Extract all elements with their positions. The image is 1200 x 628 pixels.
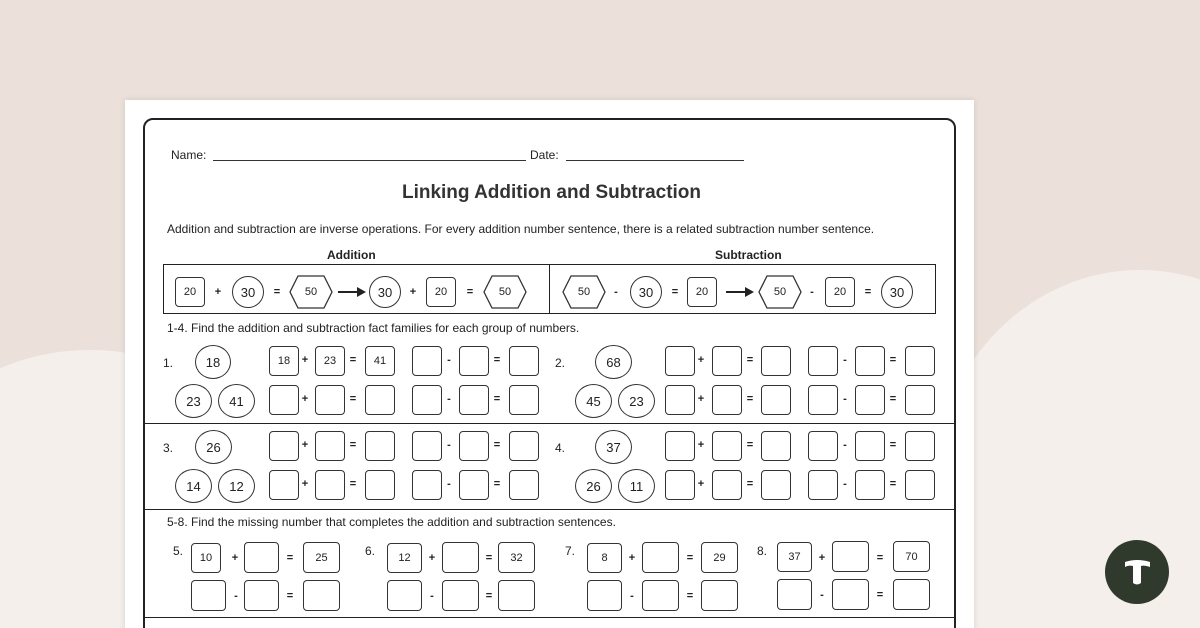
q2-top-circle: 68 bbox=[595, 345, 632, 379]
answer-box[interactable] bbox=[459, 470, 489, 500]
hexagon-value: 50 bbox=[498, 286, 512, 298]
subtraction-heading: Subtraction bbox=[715, 248, 782, 262]
answer-box[interactable] bbox=[642, 542, 679, 573]
minus-sign: - bbox=[614, 286, 618, 298]
q3-top-circle: 26 bbox=[195, 430, 232, 464]
plus-sign: + bbox=[628, 552, 636, 564]
answer-box[interactable] bbox=[412, 431, 442, 461]
answer-box[interactable] bbox=[269, 470, 299, 500]
equals-sign: = bbox=[485, 590, 493, 602]
q8-result: 70 bbox=[893, 541, 930, 572]
answer-box[interactable] bbox=[387, 580, 422, 611]
minus-sign: - bbox=[447, 478, 451, 490]
equals-sign: = bbox=[349, 478, 357, 490]
answer-box[interactable] bbox=[808, 431, 838, 461]
example-sum-hexagon bbox=[289, 275, 333, 309]
answer-box[interactable] bbox=[365, 385, 395, 415]
answer-box[interactable] bbox=[808, 346, 838, 376]
answer-box[interactable] bbox=[761, 470, 791, 500]
q8-given-number: 37 bbox=[777, 542, 812, 572]
example-part-circle: 30 bbox=[630, 276, 662, 308]
answer-box[interactable] bbox=[701, 580, 738, 611]
example-sum-hexagon-2 bbox=[483, 275, 527, 309]
answer-box[interactable] bbox=[712, 431, 742, 461]
q6-number: 6. bbox=[365, 544, 376, 558]
plus-sign: + bbox=[818, 552, 826, 564]
answer-box[interactable] bbox=[442, 542, 479, 573]
name-label: Name: bbox=[171, 148, 207, 162]
example-part-circle-2: 30 bbox=[881, 276, 913, 308]
answer-box[interactable] bbox=[498, 580, 535, 611]
q1-number: 1. bbox=[163, 356, 174, 370]
row-divider bbox=[145, 509, 954, 510]
answer-box[interactable] bbox=[269, 431, 299, 461]
minus-sign: - bbox=[430, 590, 434, 602]
answer-box[interactable] bbox=[509, 470, 539, 500]
logo-t-icon bbox=[1117, 552, 1157, 592]
q4-right-circle: 11 bbox=[618, 469, 655, 503]
plus-sign: + bbox=[428, 552, 436, 564]
arrow-icon bbox=[337, 286, 367, 298]
q7-result: 29 bbox=[701, 542, 738, 573]
answer-box[interactable] bbox=[642, 580, 679, 611]
example-whole-hexagon-2 bbox=[758, 275, 802, 309]
equals-sign: = bbox=[273, 286, 281, 298]
q6-result: 32 bbox=[498, 542, 535, 573]
plus-sign: + bbox=[697, 478, 705, 490]
example-addend-circle-2: 30 bbox=[369, 276, 401, 308]
plus-sign: + bbox=[214, 286, 222, 298]
example-part-box-2: 20 bbox=[825, 277, 855, 307]
answer-box[interactable] bbox=[855, 346, 885, 376]
addition-heading: Addition bbox=[327, 248, 376, 262]
answer-box[interactable] bbox=[665, 385, 695, 415]
equals-sign: = bbox=[349, 354, 357, 366]
q3-left-circle: 14 bbox=[175, 469, 212, 503]
plus-sign: + bbox=[301, 393, 309, 405]
plus-sign: + bbox=[301, 478, 309, 490]
q3-number: 3. bbox=[163, 441, 174, 455]
q7-number: 7. bbox=[565, 544, 576, 558]
intro-text: Addition and subtraction are inverse operations. For every addition number sentence, there is a related subtraction number sentence. bbox=[167, 222, 875, 236]
answer-box[interactable] bbox=[712, 470, 742, 500]
hexagon-value: 50 bbox=[773, 286, 787, 298]
equals-sign: = bbox=[746, 478, 754, 490]
q4-number: 4. bbox=[555, 441, 566, 455]
example-addend-circle: 30 bbox=[232, 276, 264, 308]
answer-box[interactable] bbox=[905, 431, 935, 461]
q1-top-circle: 18 bbox=[195, 345, 231, 379]
answer-box[interactable] bbox=[712, 385, 742, 415]
hexagon-value: 50 bbox=[304, 286, 318, 298]
answer-box[interactable] bbox=[365, 470, 395, 500]
q1-answer-a: 18 bbox=[269, 346, 299, 376]
example-part-box: 20 bbox=[687, 277, 717, 307]
answer-box[interactable] bbox=[855, 470, 885, 500]
q5-given-number: 10 bbox=[191, 543, 221, 573]
example-addend-box-2: 20 bbox=[426, 277, 456, 307]
equals-sign: = bbox=[485, 552, 493, 564]
answer-box[interactable] bbox=[665, 470, 695, 500]
answer-box[interactable] bbox=[855, 385, 885, 415]
equals-sign: = bbox=[746, 393, 754, 405]
equals-sign: = bbox=[493, 393, 501, 405]
answer-box[interactable] bbox=[365, 431, 395, 461]
equals-sign: = bbox=[286, 590, 294, 602]
q5-result: 25 bbox=[303, 542, 340, 573]
worksheet-title: Linking Addition and Subtraction bbox=[401, 182, 702, 203]
worksheet-page bbox=[125, 100, 974, 628]
equals-sign: = bbox=[876, 589, 884, 601]
answer-box[interactable] bbox=[244, 542, 279, 573]
answer-box[interactable] bbox=[905, 385, 935, 415]
plus-sign: + bbox=[231, 552, 239, 564]
q3-right-circle: 12 bbox=[218, 469, 255, 503]
equals-sign: = bbox=[746, 354, 754, 366]
answer-box[interactable] bbox=[761, 346, 791, 376]
q6-given-number: 12 bbox=[387, 543, 422, 573]
answer-box[interactable] bbox=[665, 431, 695, 461]
row-divider bbox=[145, 423, 954, 424]
answer-box[interactable] bbox=[269, 385, 299, 415]
equals-sign: = bbox=[876, 552, 884, 564]
example-divider bbox=[549, 264, 550, 314]
example-addend-box: 20 bbox=[175, 277, 205, 307]
q1-right-circle: 41 bbox=[218, 384, 255, 418]
answer-box[interactable] bbox=[315, 470, 345, 500]
equals-sign: = bbox=[466, 286, 474, 298]
hexagon-value: 50 bbox=[577, 286, 591, 298]
answer-box[interactable] bbox=[761, 431, 791, 461]
q2-number: 2. bbox=[555, 356, 566, 370]
row-divider bbox=[145, 617, 954, 618]
minus-sign: - bbox=[843, 354, 847, 366]
date-line bbox=[566, 160, 744, 161]
answer-box[interactable] bbox=[315, 385, 345, 415]
answer-box[interactable] bbox=[303, 580, 340, 611]
answer-box[interactable] bbox=[855, 431, 885, 461]
section2-instruction: 5-8. Find the missing number that completes the addition and subtraction sentences. bbox=[167, 515, 616, 529]
brand-logo[interactable] bbox=[1105, 540, 1169, 604]
minus-sign: - bbox=[234, 590, 238, 602]
equals-sign: = bbox=[889, 439, 897, 451]
answer-box[interactable] bbox=[442, 580, 479, 611]
name-line bbox=[213, 160, 526, 161]
answer-box[interactable] bbox=[509, 431, 539, 461]
equals-sign: = bbox=[686, 552, 694, 564]
plus-sign: + bbox=[301, 439, 309, 451]
minus-sign: - bbox=[810, 286, 814, 298]
answer-box[interactable] bbox=[315, 431, 345, 461]
q4-top-circle: 37 bbox=[595, 430, 632, 464]
arrow-icon bbox=[725, 286, 755, 298]
q1-left-circle: 23 bbox=[175, 384, 212, 418]
minus-sign: - bbox=[447, 354, 451, 366]
answer-box[interactable] bbox=[893, 579, 930, 610]
minus-sign: - bbox=[630, 590, 634, 602]
q2-right-circle: 23 bbox=[618, 384, 655, 418]
answer-box[interactable] bbox=[191, 580, 226, 611]
minus-sign: - bbox=[843, 478, 847, 490]
answer-box[interactable] bbox=[587, 580, 622, 611]
plus-sign: + bbox=[301, 354, 309, 366]
minus-sign: - bbox=[447, 393, 451, 405]
answer-box[interactable] bbox=[808, 385, 838, 415]
minus-sign: - bbox=[843, 393, 847, 405]
q7-given-number: 8 bbox=[587, 543, 622, 573]
plus-sign: + bbox=[697, 439, 705, 451]
answer-box[interactable] bbox=[832, 541, 869, 572]
answer-box[interactable] bbox=[509, 385, 539, 415]
q5-number: 5. bbox=[173, 544, 184, 558]
answer-box[interactable] bbox=[459, 346, 489, 376]
section1-instruction: 1-4. Find the addition and subtraction fact families for each group of numbers. bbox=[167, 321, 580, 335]
q8-number: 8. bbox=[757, 544, 768, 558]
equals-sign: = bbox=[286, 552, 294, 564]
q4-left-circle: 26 bbox=[575, 469, 612, 503]
answer-box[interactable] bbox=[412, 385, 442, 415]
answer-box[interactable] bbox=[712, 346, 742, 376]
equals-sign: = bbox=[686, 590, 694, 602]
equals-sign: = bbox=[349, 439, 357, 451]
equals-sign: = bbox=[349, 393, 357, 405]
equals-sign: = bbox=[671, 286, 679, 298]
date-label: Date: bbox=[530, 148, 559, 162]
answer-box[interactable] bbox=[905, 470, 935, 500]
answer-box[interactable] bbox=[412, 470, 442, 500]
minus-sign: - bbox=[447, 439, 451, 451]
worksheet-frame bbox=[143, 118, 956, 628]
q1-answer-c: 41 bbox=[365, 346, 395, 376]
equals-sign: = bbox=[889, 393, 897, 405]
q2-left-circle: 45 bbox=[575, 384, 612, 418]
example-whole-hexagon bbox=[562, 275, 606, 309]
answer-box[interactable] bbox=[459, 431, 489, 461]
equals-sign: = bbox=[746, 439, 754, 451]
equals-sign: = bbox=[889, 478, 897, 490]
answer-box[interactable] bbox=[777, 579, 812, 610]
answer-box[interactable] bbox=[832, 579, 869, 610]
answer-box[interactable] bbox=[761, 385, 791, 415]
answer-box[interactable] bbox=[509, 346, 539, 376]
plus-sign: + bbox=[697, 393, 705, 405]
plus-sign: + bbox=[697, 354, 705, 366]
equals-sign: = bbox=[493, 439, 501, 451]
minus-sign: - bbox=[820, 589, 824, 601]
plus-sign: + bbox=[409, 286, 417, 298]
equals-sign: = bbox=[889, 354, 897, 366]
equals-sign: = bbox=[493, 354, 501, 366]
answer-box[interactable] bbox=[412, 346, 442, 376]
answer-box[interactable] bbox=[665, 346, 695, 376]
answer-box[interactable] bbox=[905, 346, 935, 376]
equals-sign: = bbox=[864, 286, 872, 298]
answer-box[interactable] bbox=[808, 470, 838, 500]
q1-answer-b: 23 bbox=[315, 346, 345, 376]
answer-box[interactable] bbox=[244, 580, 279, 611]
minus-sign: - bbox=[843, 439, 847, 451]
answer-box[interactable] bbox=[459, 385, 489, 415]
equals-sign: = bbox=[493, 478, 501, 490]
